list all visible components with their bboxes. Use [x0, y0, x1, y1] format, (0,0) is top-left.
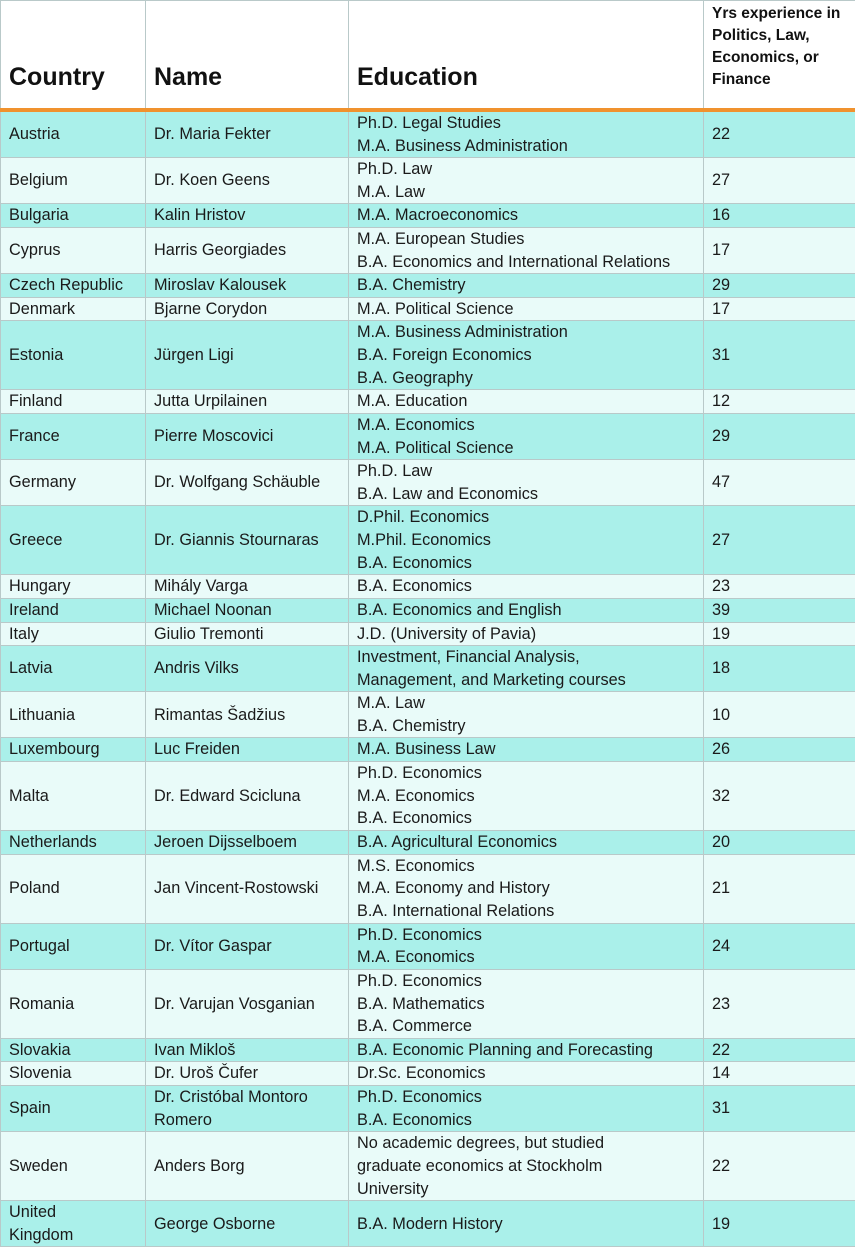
education-cell-line: Dr.Sc. Economics	[357, 1062, 695, 1085]
education-cell-line: D.Phil. Economics	[357, 506, 695, 529]
education-cell	[349, 274, 704, 298]
education-cell-line: J.D. (University of Pavia)	[357, 623, 695, 646]
name-cell: Mihály Varga	[146, 575, 349, 599]
country-cell: Spain	[1, 1086, 146, 1132]
country-cell: Sweden	[1, 1132, 146, 1201]
years-cell: 31	[704, 1086, 855, 1132]
education-cell-line: B.A. Economics and International Relations	[357, 251, 695, 274]
education-cell-line: M.A. Political Science	[357, 437, 695, 460]
education-cell	[349, 110, 704, 158]
education-cell-line: B.A. Law and Economics	[357, 483, 695, 506]
country-cell: Slovakia	[1, 1038, 146, 1062]
country-cell: Portugal	[1, 923, 146, 969]
education-cell-line: B.A. International Relations	[357, 900, 695, 923]
name-column-header: Name	[146, 1, 349, 111]
education-cell-line: B.A. Economics and English	[357, 599, 695, 622]
education-cell-line: Management, and Marketing courses	[357, 669, 695, 692]
education-cell-line: M.A. Business Administration	[357, 321, 695, 344]
name-cell: Luc Freiden	[146, 738, 349, 762]
education-cell	[349, 158, 704, 204]
years-cell: 29	[704, 274, 855, 298]
education-cell	[349, 598, 704, 622]
education-cell	[349, 646, 704, 692]
table-row	[1, 923, 855, 969]
name-cell: Dr. Giannis Stournaras	[146, 506, 349, 575]
table-row	[1, 1132, 855, 1201]
education-column-header: Education	[349, 1, 704, 111]
table-row	[1, 969, 855, 1038]
years-cell: 20	[704, 831, 855, 855]
country-cell: Finland	[1, 390, 146, 414]
name-cell: Dr. Edward Scicluna	[146, 762, 349, 831]
country-cell: Italy	[1, 622, 146, 646]
education-cell-line: B.A. Chemistry	[357, 274, 695, 297]
education-cell-line: B.A. Economics	[357, 575, 695, 598]
country-cell: Romania	[1, 969, 146, 1038]
education-cell-line: Ph.D. Economics	[357, 762, 695, 785]
table-row	[1, 1038, 855, 1062]
years-cell: 16	[704, 204, 855, 228]
education-cell	[349, 854, 704, 923]
education-cell-line: University	[357, 1178, 695, 1201]
table-row	[1, 297, 855, 321]
country-cell: Luxembourg	[1, 738, 146, 762]
education-cell-line: B.A. Economics	[357, 552, 695, 575]
education-cell-line: Ph.D. Economics	[357, 924, 695, 947]
country-cell: Czech Republic	[1, 274, 146, 298]
table-row	[1, 204, 855, 228]
table-row	[1, 1086, 855, 1132]
table-row	[1, 110, 855, 158]
years-cell: 31	[704, 321, 855, 390]
name-cell: Ivan Mikloš	[146, 1038, 349, 1062]
country-cell: Malta	[1, 762, 146, 831]
table-row	[1, 831, 855, 855]
education-cell-line: M.A. Economics	[357, 414, 695, 437]
education-cell	[349, 1132, 704, 1201]
country-cell: Poland	[1, 854, 146, 923]
table-row	[1, 598, 855, 622]
years-cell: 22	[704, 1132, 855, 1201]
education-cell	[349, 506, 704, 575]
years-cell: 12	[704, 390, 855, 414]
education-cell	[349, 923, 704, 969]
table-row	[1, 575, 855, 599]
country-cell: Cyprus	[1, 227, 146, 273]
country-cell: Belgium	[1, 158, 146, 204]
education-cell	[349, 460, 704, 506]
education-cell-line: M.A. Law	[357, 692, 695, 715]
education-cell	[349, 622, 704, 646]
country-cell: Latvia	[1, 646, 146, 692]
education-cell	[349, 204, 704, 228]
education-cell-line: B.A. Commerce	[357, 1015, 695, 1038]
education-cell-line: M.A. Business Administration	[357, 135, 695, 158]
years-cell: 23	[704, 969, 855, 1038]
country-cell: Germany	[1, 460, 146, 506]
education-cell	[349, 413, 704, 459]
years-cell: 22	[704, 110, 855, 158]
table-header	[1, 1, 855, 111]
name-cell: Harris Georgiades	[146, 227, 349, 273]
table-row	[1, 854, 855, 923]
table-row	[1, 460, 855, 506]
country-cell: Hungary	[1, 575, 146, 599]
education-cell	[349, 1038, 704, 1062]
education-cell-line: B.A. Geography	[357, 367, 695, 390]
years-cell: 29	[704, 413, 855, 459]
years-cell: 26	[704, 738, 855, 762]
education-cell-line: B.A. Economics	[357, 807, 695, 830]
country-cell: Ireland	[1, 598, 146, 622]
name-cell: Dr. Vítor Gaspar	[146, 923, 349, 969]
years-cell: 21	[704, 854, 855, 923]
name-cell: Anders Borg	[146, 1132, 349, 1201]
name-cell: Dr. Koen Geens	[146, 158, 349, 204]
name-cell-line: Dr. Cristóbal Montoro	[154, 1086, 340, 1109]
name-cell: Dr. Wolfgang Schäuble	[146, 460, 349, 506]
years-cell: 27	[704, 158, 855, 204]
country-cell: France	[1, 413, 146, 459]
name-cell	[146, 1086, 349, 1132]
years-experience-column-header: Yrs experience in Politics, Law, Economics, or Finance	[704, 1, 855, 111]
education-cell	[349, 1086, 704, 1132]
name-cell-line: Romero	[154, 1109, 340, 1132]
table-body	[1, 110, 855, 1247]
years-cell: 23	[704, 575, 855, 599]
country-cell: Lithuania	[1, 692, 146, 738]
country-cell: Netherlands	[1, 831, 146, 855]
table-row	[1, 274, 855, 298]
education-cell	[349, 762, 704, 831]
name-cell: Jan Vincent-Rostowski	[146, 854, 349, 923]
table-row	[1, 762, 855, 831]
table-row	[1, 646, 855, 692]
education-cell-line: M.A. European Studies	[357, 228, 695, 251]
years-cell: 17	[704, 227, 855, 273]
name-cell: Jutta Urpilainen	[146, 390, 349, 414]
education-cell-line: Ph.D. Economics	[357, 970, 695, 993]
country-cell: Greece	[1, 506, 146, 575]
education-cell	[349, 692, 704, 738]
education-cell	[349, 1062, 704, 1086]
education-cell	[349, 321, 704, 390]
table-row	[1, 390, 855, 414]
years-cell: 14	[704, 1062, 855, 1086]
table-row	[1, 506, 855, 575]
education-cell	[349, 227, 704, 273]
country-cell-line: Kingdom	[9, 1224, 137, 1247]
education-cell-line: Ph.D. Economics	[357, 1086, 695, 1109]
country-cell: Estonia	[1, 321, 146, 390]
name-cell: Andris Vilks	[146, 646, 349, 692]
name-cell: Michael Noonan	[146, 598, 349, 622]
education-cell-line: M.A. Economy and History	[357, 877, 695, 900]
name-cell: Jeroen Dijsselboem	[146, 831, 349, 855]
education-cell	[349, 969, 704, 1038]
years-cell: 32	[704, 762, 855, 831]
education-cell-line: B.A. Economic Planning and Forecasting	[357, 1039, 695, 1062]
education-cell-line: M.S. Economics	[357, 855, 695, 878]
name-cell: Dr. Uroš Čufer	[146, 1062, 349, 1086]
education-cell-line: B.A. Mathematics	[357, 993, 695, 1016]
years-cell: 17	[704, 297, 855, 321]
education-cell-line: Ph.D. Law	[357, 158, 695, 181]
table-row	[1, 321, 855, 390]
years-cell: 19	[704, 622, 855, 646]
education-cell-line: M.A. Law	[357, 181, 695, 204]
years-cell: 10	[704, 692, 855, 738]
name-cell: Rimantas Šadžius	[146, 692, 349, 738]
education-cell-line: No academic degrees, but studied	[357, 1132, 695, 1155]
name-cell: Giulio Tremonti	[146, 622, 349, 646]
table-row	[1, 692, 855, 738]
education-cell-line: M.A. Economics	[357, 785, 695, 808]
education-cell-line: M.A. Business Law	[357, 738, 695, 761]
name-cell: George Osborne	[146, 1201, 349, 1247]
education-cell-line: Ph.D. Law	[357, 460, 695, 483]
years-cell: 27	[704, 506, 855, 575]
table-row	[1, 622, 855, 646]
education-cell-line: M.A. Political Science	[357, 298, 695, 321]
education-cell-line: M.A. Economics	[357, 946, 695, 969]
name-cell: Bjarne Corydon	[146, 297, 349, 321]
years-cell: 22	[704, 1038, 855, 1062]
education-cell	[349, 575, 704, 599]
education-cell-line: M.Phil. Economics	[357, 529, 695, 552]
years-cell: 18	[704, 646, 855, 692]
table-row	[1, 413, 855, 459]
country-cell: Bulgaria	[1, 204, 146, 228]
table-row	[1, 227, 855, 273]
name-cell: Pierre Moscovici	[146, 413, 349, 459]
education-cell-line: B.A. Chemistry	[357, 715, 695, 738]
education-cell-line: M.A. Education	[357, 390, 695, 413]
education-cell	[349, 738, 704, 762]
education-cell	[349, 297, 704, 321]
table-row	[1, 1062, 855, 1086]
name-cell: Dr. Varujan Vosganian	[146, 969, 349, 1038]
education-cell-line: B.A. Economics	[357, 1109, 695, 1132]
country-column-header: Country	[1, 1, 146, 111]
years-cell: 24	[704, 923, 855, 969]
country-cell: Denmark	[1, 297, 146, 321]
education-cell-line: B.A. Agricultural Economics	[357, 831, 695, 854]
education-cell-line: graduate economics at Stockholm	[357, 1155, 695, 1178]
name-cell: Miroslav Kalousek	[146, 274, 349, 298]
education-cell-line: B.A. Modern History	[357, 1213, 695, 1236]
education-cell	[349, 831, 704, 855]
education-cell-line: M.A. Macroeconomics	[357, 204, 695, 227]
name-cell: Kalin Hristov	[146, 204, 349, 228]
country-cell: Slovenia	[1, 1062, 146, 1086]
years-cell: 39	[704, 598, 855, 622]
education-cell	[349, 390, 704, 414]
education-cell-line: Ph.D. Legal Studies	[357, 112, 695, 135]
header-row	[1, 1, 855, 111]
name-cell: Jürgen Ligi	[146, 321, 349, 390]
table-row	[1, 738, 855, 762]
education-cell-line: Investment, Financial Analysis,	[357, 646, 695, 669]
country-cell: Austria	[1, 110, 146, 158]
table-row	[1, 158, 855, 204]
name-cell: Dr. Maria Fekter	[146, 110, 349, 158]
country-cell-line: United	[9, 1201, 137, 1224]
years-cell: 47	[704, 460, 855, 506]
education-cell-line: B.A. Foreign Economics	[357, 344, 695, 367]
years-cell: 19	[704, 1201, 855, 1247]
